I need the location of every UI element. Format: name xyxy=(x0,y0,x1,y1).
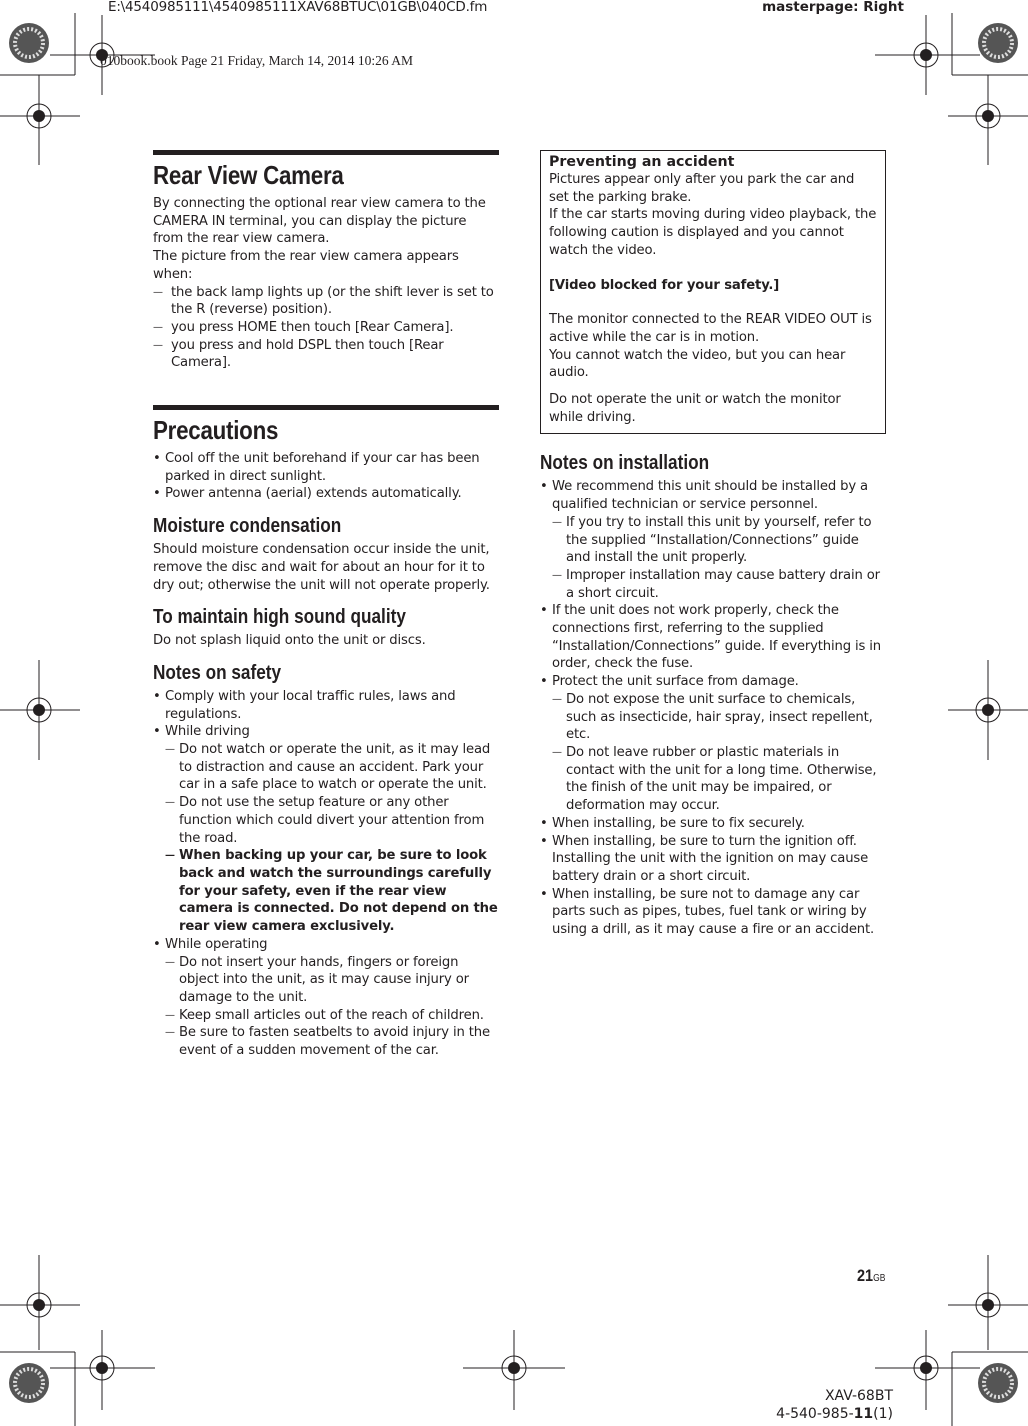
spacer xyxy=(549,294,877,311)
accident-p1: Pictures appear only after you park the car and set the parking brake. xyxy=(549,172,855,205)
accident-p3: The monitor connected to the REAR VIDEO OUT is active while the car is in motion. xyxy=(549,312,872,345)
spacer xyxy=(549,382,877,391)
left-column xyxy=(153,150,499,1060)
list-item: — Do not expose the unit surface to chemicals, such as insecticide, hair spray, insect repellent, etc. xyxy=(552,691,886,744)
moisture-text: Should moisture condensation occur inside the unit, remove the disc and wait for about an hour for it to dry out; otherwise the unit will not operate properly. xyxy=(153,542,490,593)
masterpage-label: masterpage: Right xyxy=(762,0,904,15)
right-column xyxy=(540,150,886,939)
list-item: — Do not insert your hands, fingers or foreign object into the unit, as it may cause injury or damage to the unit. xyxy=(165,954,499,1007)
driving-sublist xyxy=(165,741,499,936)
accident-p2: If the car starts moving during video playback, the following caution is displayed and you cannot watch the video. xyxy=(549,207,877,258)
operating-sublist xyxy=(165,954,499,1060)
list-item xyxy=(153,723,499,935)
accident-box xyxy=(540,150,886,434)
list-item: — Improper installation may cause battery drain or a short circuit. xyxy=(552,567,886,602)
list-item xyxy=(153,936,499,1060)
part-bold: 11 xyxy=(853,1406,874,1422)
accident-caution: [Video blocked for your safety.] xyxy=(549,277,780,293)
part-prefix: 4-540-985- xyxy=(776,1406,854,1422)
list-item: — Do not leave rubber or plastic materials in contact with the unit for a long time. Otherwise, the finish of the unit may be impaired, or deformation may occur. xyxy=(552,744,886,815)
installation-title: Notes on installation xyxy=(540,452,710,475)
list-item: • When installing, be sure not to damage any car parts such as pipes, tubes, fuel tank or wiring by using a drill, as it may cause a fire or an accident. xyxy=(540,886,886,939)
list-item: • When installing, be sure to turn the ignition off. Installing the unit with the ignition on may cause battery drain or a short circuit. xyxy=(540,833,886,886)
list-item: — Do not use the setup feature or any other function which could divert your attention from the road. xyxy=(165,794,499,847)
list-item: • Cool off the unit beforehand if your car has been parked in direct sunlight. xyxy=(153,450,499,485)
safety-item-text: While operating xyxy=(165,936,268,952)
sound-text: Do not splash liquid onto the unit or discs. xyxy=(153,633,426,649)
list-item: — you press HOME then touch [Rear Camera]. xyxy=(153,319,499,337)
part-suffix: (1) xyxy=(873,1406,893,1422)
rear-camera-conditions xyxy=(153,284,499,373)
list-item: — the back lamp lights up (or the shift lever is set to the R (reverse) position). xyxy=(153,284,499,319)
accident-title: Preventing an accident xyxy=(549,154,735,170)
accident-p5: Do not operate the unit or watch the monitor while driving. xyxy=(549,392,841,425)
list-item: • When installing, be sure to fix securely. xyxy=(540,815,886,833)
installation-sublist xyxy=(552,691,886,815)
rear-camera-appears: The picture from the rear view camera appears when: xyxy=(153,249,459,282)
list-item: — you press and hold DSPL then touch [Rear Camera]. xyxy=(153,337,499,372)
installation-item-text: Protect the unit surface from damage. xyxy=(552,674,799,690)
list-item: — Be sure to fasten seatbelts to avoid injury in the event of a sudden movement of the car. xyxy=(165,1024,499,1059)
model-info xyxy=(776,1387,893,1423)
page-number xyxy=(857,1266,885,1286)
list-item: • If the unit does not work properly, check the connections first, referring to the supplied “Installation/Connections” guide. If everything is in order, check the fuse. xyxy=(540,602,886,673)
installation-item-text: We recommend this unit should be installed by a qualified technician or service personnel. xyxy=(552,479,868,513)
model-name: XAV-68BT xyxy=(824,1388,893,1404)
section-rule xyxy=(153,405,499,410)
safety-item-text: Comply with your local traffic rules, laws and regulations. xyxy=(165,688,456,722)
list-item: — When backing up your car, be sure to look back and watch the surroundings carefully for your safety, even if the rear view camera is connected. Do not depend on the rear view camera exclusively. xyxy=(165,847,499,936)
spacer xyxy=(549,260,877,277)
list-item xyxy=(540,673,886,815)
list-item: — Keep small articles out of the reach of children. xyxy=(165,1007,499,1025)
file-path: E:\4540985111\4540985111XAV68BTUC\01GB\040CD.fm xyxy=(108,0,488,15)
page-number-suffix: GB xyxy=(873,1273,886,1284)
list-item: • Power antenna (aerial) extends automatically. xyxy=(153,485,499,503)
list-item xyxy=(540,478,886,602)
safety-title: Notes on safety xyxy=(153,661,282,684)
list-item: — Do not watch or operate the unit, as it may lead to distraction and cause an accident. Park your car in a safe place to watch or operate the unit. xyxy=(165,741,499,794)
moisture-title: Moisture condensation xyxy=(153,515,342,538)
safety-list xyxy=(153,688,499,1060)
list-item xyxy=(153,688,499,723)
accident-p4: You cannot watch the video, but you can hear audio. xyxy=(549,347,846,381)
precautions-list xyxy=(153,450,499,503)
rear-camera-title: Rear View Camera xyxy=(153,160,344,190)
part-number xyxy=(776,1405,893,1423)
sound-title: To maintain high sound quality xyxy=(153,606,406,629)
precautions-title: Precautions xyxy=(153,415,279,446)
list-item: — If you try to install this unit by yourself, refer to the supplied “Installation/Connections” guide and install the unit properly. xyxy=(552,514,886,567)
page-number-value: 21 xyxy=(857,1266,874,1285)
installation-list xyxy=(540,478,886,938)
section-rule xyxy=(153,150,499,155)
rear-camera-intro: By connecting the optional rear view camera to the CAMERA IN terminal, you can display the picture from the rear view camera. xyxy=(153,196,486,247)
book-info: 010book.book Page 21 Friday, March 14, 2014 10:26 AM xyxy=(100,53,413,68)
safety-item-text: While driving xyxy=(165,724,250,740)
installation-sublist xyxy=(552,514,886,603)
